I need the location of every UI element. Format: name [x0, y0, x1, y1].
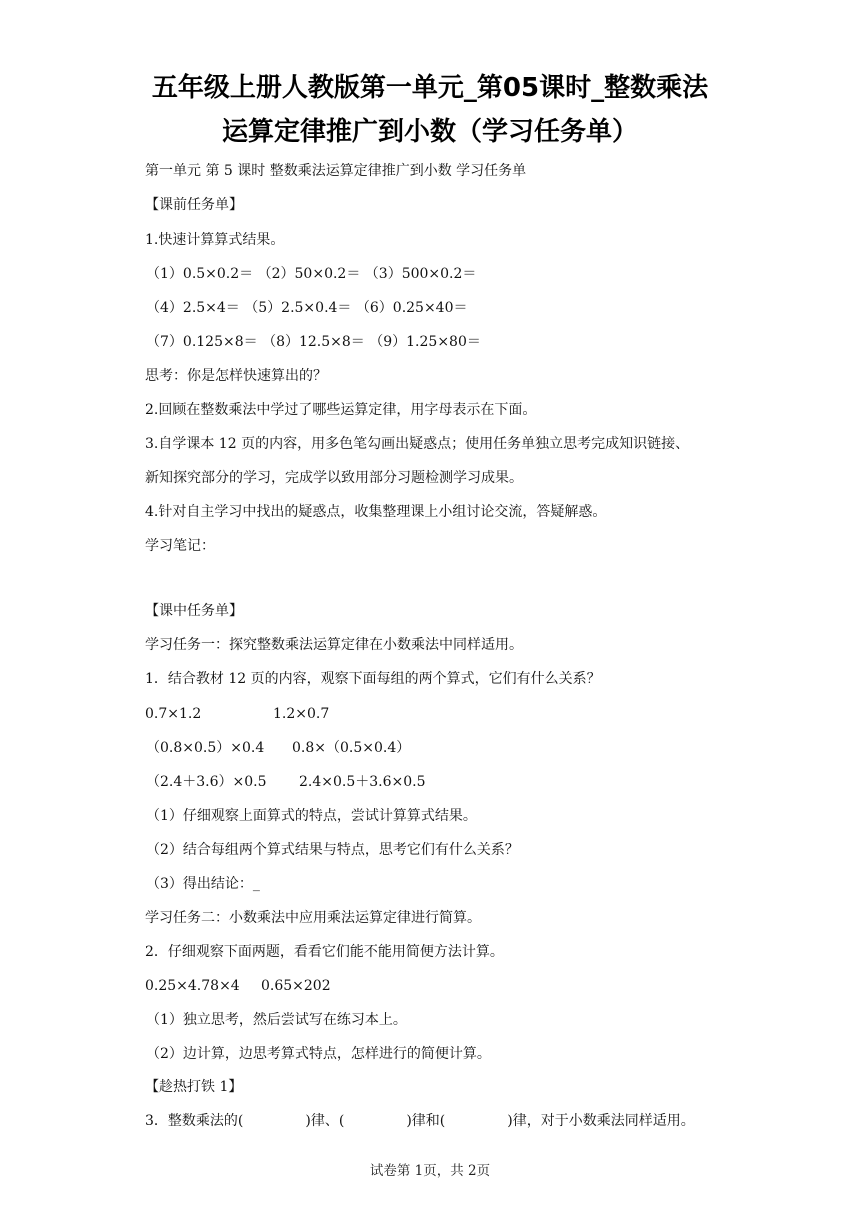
q3-part2: )律、( [305, 1113, 345, 1129]
step-2: （2）结合每组两个算式结果与特点，思考它们有什么关系？ [146, 842, 519, 858]
step-3-conclusion: （3）得出结论：_ [146, 876, 260, 892]
task-step-1: （1）独立思考，然后尝试写在练习本上。 [146, 1012, 407, 1028]
calc-row-3: （7）0.125×8＝ （8）12.5×8＝ （9）1.25×80＝ [146, 334, 481, 350]
simplify-expressions [145, 976, 331, 996]
in-class-heading: 【课中任务单】 [145, 603, 243, 619]
practice-heading: 【趁热打铁 1】 [145, 1079, 243, 1095]
think-prompt: 思考：你是怎样快速算出的？ [145, 368, 327, 384]
subtitle: 第一单元 第 5 课时 整数乘法运算定律推广到小数 学习任务单 [145, 163, 527, 179]
expression-pair-3 [146, 772, 426, 792]
pre-question-3-line2: 新知探究部分的学习，完成学以致用部分习题检测学习成果。 [145, 470, 523, 486]
practice-question-3 [145, 1111, 695, 1131]
expression-pair-2 [146, 738, 411, 758]
pre-question-4: 4.针对自主学习中找出的疑惑点，收集整理课上小组讨论交流，答疑解惑。 [145, 504, 607, 520]
expression-3a: （2.4＋3.6）×0.5 [146, 774, 267, 790]
q3-part4: )律，对于小数乘法同样适用。 [507, 1113, 695, 1129]
simplify-expression-1: 0.25×4.78×4 [145, 978, 240, 994]
learning-task-2: 学习任务二：小数乘法中应用乘法运算定律进行简算。 [145, 910, 481, 926]
q3-part1: 3．整数乘法的( [145, 1113, 244, 1129]
q3-part3: )律和( [406, 1113, 446, 1129]
page-footer: 试卷第 1页，共 2页 [369, 1163, 491, 1179]
pre-question-3-line1: 3.自学课本 12 页的内容，用多色笔勾画出疑惑点；使用任务单独立思考完成知识链接、 [145, 436, 690, 452]
page-title-line2: 运算定律推广到小数（学习任务单） [221, 117, 638, 147]
pre-class-heading: 【课前任务单】 [145, 197, 243, 213]
mid-question-2: 2．仔细观察下面两题，看看它们能不能用简便方法计算。 [145, 944, 504, 960]
expression-2b: 0.8×（0.5×0.4） [292, 740, 411, 756]
pre-question-1: 1.快速计算算式结果。 [145, 232, 285, 248]
study-notes-label: 学习笔记： [145, 538, 215, 554]
calc-row-2: （4）2.5×4＝ （5）2.5×0.4＝ （6）0.25×40＝ [146, 300, 468, 316]
simplify-expression-2: 0.65×202 [261, 978, 331, 994]
expression-3b: 2.4×0.5＋3.6×0.5 [299, 774, 426, 790]
calc-row-1: （1）0.5×0.2＝ （2）50×0.2＝ （3）500×0.2＝ [146, 266, 477, 282]
pre-question-2: 2.回顾在整数乘法中学过了哪些运算定律，用字母表示在下面。 [145, 402, 537, 418]
task-step-2: （2）边计算，边思考算式特点，怎样进行的简便计算。 [146, 1046, 491, 1062]
expression-2a: （0.8×0.5）×0.4 [146, 740, 265, 756]
expression-1b: 1.2×0.7 [273, 706, 330, 722]
step-1: （1）仔细观察上面算式的特点，尝试计算算式结果。 [146, 808, 477, 824]
mid-question-1: 1．结合教材 12 页的内容，观察下面每组的两个算式，它们有什么关系？ [145, 671, 601, 687]
page-title-line1: 五年级上册人教版第一单元_第05课时_整数乘法 [151, 73, 709, 103]
expression-pair-1 [145, 704, 330, 724]
learning-task-1: 学习任务一：探究整数乘法运算定律在小数乘法中同样适用。 [145, 637, 523, 653]
expression-1a: 0.7×1.2 [145, 706, 202, 722]
